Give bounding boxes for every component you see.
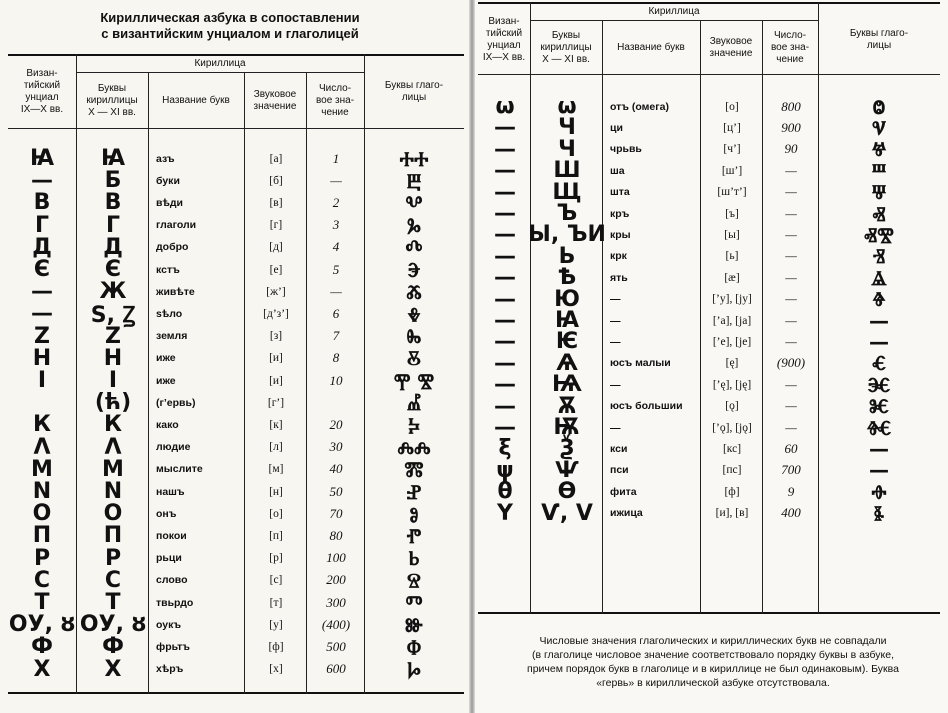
glagolitic-letter-cell: Ⰻ bbox=[407, 346, 421, 371]
glagolitic-letter-cell: Ⰹ Ⰺ bbox=[393, 368, 435, 393]
sound-value-cell: [л] bbox=[269, 441, 283, 454]
glagolitic-letter-cell: ⰀⰀ bbox=[399, 146, 429, 171]
cyrillic-letter-cell: Ѥ bbox=[555, 329, 579, 355]
numeric-value-cell: (400) bbox=[321, 616, 351, 632]
cyrillic-letter-cell: Р bbox=[104, 545, 122, 571]
glagolitic-letter-cell: Ⱖ bbox=[872, 287, 886, 312]
numeric-value-cell: 9 bbox=[787, 483, 795, 499]
byzantine-uncial-cell: В bbox=[33, 190, 51, 216]
cyrillic-letter-cell: Ч bbox=[558, 136, 576, 162]
letter-name-cell: чрьвь bbox=[610, 143, 642, 156]
glagolitic-letter-cell: Ⰷ bbox=[407, 301, 421, 326]
cyrillic-letter-cell: Ъ bbox=[556, 201, 578, 226]
sound-value-cell: [х] bbox=[269, 663, 283, 676]
table-row bbox=[0, 350, 948, 376]
header-cyr-letters: Буквы кириллицы X — XI вв. bbox=[86, 83, 138, 118]
cyrillic-letter-cell: Б bbox=[104, 168, 122, 194]
sound-value-cell: [ш’т’] bbox=[717, 186, 747, 199]
numeric-value-cell: 8 bbox=[332, 350, 340, 366]
cyrillic-letter-cell: Ы, ЪИ bbox=[528, 222, 606, 248]
sound-value-cell: [’ǫ], [jǫ] bbox=[712, 421, 752, 434]
byzantine-uncial-cell: Є bbox=[33, 257, 51, 282]
cyrillic-letter-cell: Ѩ bbox=[552, 372, 582, 398]
table-row bbox=[0, 372, 948, 398]
cyrillic-letter-cell: Ч bbox=[558, 115, 576, 141]
numeric-value-cell: 50 bbox=[329, 483, 343, 499]
letter-name-cell: рьци bbox=[156, 552, 182, 565]
table-row bbox=[0, 329, 948, 355]
letter-name-cell: крк bbox=[610, 250, 627, 263]
numeric-value-cell: 800 bbox=[781, 98, 801, 114]
table-row bbox=[0, 286, 948, 312]
sound-value-cell: [н] bbox=[269, 485, 283, 498]
sound-value-cell: [т] bbox=[269, 596, 283, 609]
byzantine-uncial-cell: Н bbox=[32, 345, 52, 371]
byzantine-uncial-cell: — bbox=[494, 308, 516, 333]
byzantine-uncial-cell: — bbox=[494, 243, 516, 269]
numeric-value-cell: 900 bbox=[781, 119, 801, 135]
glagolitic-letter-cell: Ⱃ bbox=[408, 546, 420, 571]
header-sound-value: Звуковое значение bbox=[253, 89, 297, 112]
numeric-value-cell: — bbox=[785, 205, 797, 221]
letter-name-cell: кръ bbox=[610, 207, 630, 220]
numeric-value-cell: — bbox=[785, 419, 797, 435]
sound-value-cell: [кс] bbox=[722, 442, 742, 455]
letter-name-cell: — bbox=[610, 378, 621, 391]
byzantine-uncial-cell: ω bbox=[495, 94, 515, 119]
cyrillic-letter-cell: Ꙗ bbox=[554, 308, 580, 333]
cyrillic-letter-cell: Є bbox=[104, 257, 122, 282]
glagolitic-letter-cell: Ⰸ bbox=[406, 324, 422, 349]
cyrillic-letter-cell: Т bbox=[105, 590, 121, 615]
numeric-value-cell: 2 bbox=[332, 194, 340, 210]
letter-name-cell: (г’ервь) bbox=[156, 396, 196, 409]
numeric-value-cell: 90 bbox=[784, 141, 798, 157]
byzantine-uncial-cell: N bbox=[32, 479, 52, 504]
table-row bbox=[0, 393, 948, 419]
glagolitic-letter-cell: Ⰲ bbox=[405, 190, 423, 215]
table-row bbox=[0, 136, 948, 162]
cyrillic-letter-cell: Λ bbox=[104, 434, 122, 460]
letter-name-cell: фита bbox=[610, 485, 637, 498]
sound-value-cell: [д] bbox=[269, 241, 283, 254]
glagolitic-letter-cell: Ⱅ bbox=[405, 590, 423, 615]
sound-value-cell: [ф] bbox=[268, 640, 284, 653]
numeric-value-cell: 30 bbox=[329, 439, 343, 455]
glagolitic-letter-cell: Ⱁ bbox=[409, 501, 419, 526]
letter-name-cell: шта bbox=[610, 186, 630, 199]
letter-name-cell: юсъ большии bbox=[610, 400, 683, 413]
byzantine-uncial-cell: Z bbox=[34, 323, 50, 349]
numeric-value-cell: 200 bbox=[326, 572, 346, 588]
byzantine-uncial-cell: К bbox=[33, 412, 51, 438]
header-byzantine: Визан- тийский унциал IX—X вв. bbox=[20, 68, 64, 115]
sound-value-cell: [е] bbox=[269, 263, 283, 276]
numeric-value-cell: (900) bbox=[776, 355, 806, 371]
letter-name-cell: азъ bbox=[156, 152, 175, 165]
numeric-value-cell: 400 bbox=[781, 505, 801, 521]
header-letter-name: Название букв bbox=[617, 42, 685, 53]
sound-value-cell: [a] bbox=[269, 152, 283, 165]
cyrillic-letter-cell: С bbox=[104, 567, 122, 593]
cyrillic-letter-cell: П bbox=[103, 523, 123, 549]
numeric-value-cell: — bbox=[330, 172, 342, 188]
letter-name-cell: како bbox=[156, 418, 179, 431]
byzantine-uncial-cell: ψ bbox=[496, 457, 514, 483]
letter-name-cell: пси bbox=[610, 464, 629, 477]
letter-name-cell: отъ (омега) bbox=[610, 100, 669, 113]
glagolitic-letter-cell: Ⰴ bbox=[405, 235, 423, 260]
byzantine-uncial-cell: — bbox=[494, 265, 516, 291]
numeric-value-cell: — bbox=[785, 226, 797, 242]
glagolitic-letter-cell: Ⰳ bbox=[407, 213, 421, 238]
byzantine-uncial-cell: — bbox=[494, 350, 516, 376]
glagolitic-letter-cell: ⰎⰎ bbox=[397, 435, 431, 460]
byzantine-uncial-cell: — bbox=[494, 329, 516, 355]
numeric-value-cell: 70 bbox=[329, 505, 343, 521]
byzantine-uncial-cell: — bbox=[494, 136, 516, 162]
cyrillic-letter-cell: Z bbox=[105, 323, 121, 349]
table-row bbox=[0, 96, 948, 117]
sound-value-cell: [д’з’] bbox=[263, 307, 289, 320]
letter-name-cell: — bbox=[610, 421, 621, 434]
sound-value-cell: [’а], [jа] bbox=[712, 314, 752, 327]
glagolitic-letter-cell: Ⱉ bbox=[872, 94, 886, 119]
byzantine-uncial-cell: — bbox=[494, 372, 516, 398]
sound-value-cell: [з] bbox=[269, 330, 283, 343]
cyrillic-letter-cell: І bbox=[108, 368, 118, 393]
letter-name-cell: покои bbox=[156, 529, 187, 542]
byzantine-uncial-cell: Λ bbox=[33, 434, 51, 460]
sound-value-cell: [ф] bbox=[724, 485, 740, 498]
numeric-value-cell: 60 bbox=[784, 440, 798, 456]
glagolitic-letter-cell: — bbox=[869, 436, 889, 461]
glagolitic-letter-cell: — bbox=[869, 329, 889, 354]
header-numeric-value: Число- вое зна- чение bbox=[770, 30, 810, 65]
sound-value-cell: [м] bbox=[268, 463, 284, 476]
glagolitic-letter-cell: — bbox=[869, 308, 889, 333]
letter-name-cell: живѣте bbox=[156, 285, 195, 298]
cyrillic-letter-cell: Ф bbox=[102, 634, 124, 660]
page-title: Кириллическая азбука в сопоставлении с византийским унциалом и глаголицей bbox=[100, 10, 360, 41]
sound-value-cell: [ж’] bbox=[266, 285, 286, 298]
numeric-value-cell: 20 bbox=[329, 416, 343, 432]
numeric-value-cell: — bbox=[330, 283, 342, 299]
glagolitic-letter-cell: — bbox=[869, 458, 889, 483]
numeric-value-cell: — bbox=[785, 312, 797, 328]
glagolitic-letter-cell: Ⰿ bbox=[404, 457, 424, 482]
letter-name-cell: земля bbox=[156, 330, 188, 343]
byzantine-uncial-cell: — bbox=[494, 286, 516, 312]
sound-value-cell: [ы] bbox=[724, 228, 740, 241]
sound-value-cell: [о] bbox=[269, 507, 283, 520]
header-glagolitic: Буквы глаго- лицы bbox=[849, 28, 909, 51]
byzantine-uncial-cell: Р bbox=[33, 545, 51, 571]
table-row bbox=[0, 310, 948, 331]
numeric-value-cell: 40 bbox=[329, 461, 343, 477]
letter-name-cell: кстъ bbox=[156, 263, 180, 276]
cyrillic-letter-cell: Ѣ bbox=[557, 265, 577, 291]
sound-value-cell: [в] bbox=[269, 196, 283, 209]
numeric-value-cell: 700 bbox=[781, 462, 801, 478]
letter-name-cell: оукъ bbox=[156, 618, 182, 631]
letter-name-cell: — bbox=[610, 335, 621, 348]
numeric-value-cell: 600 bbox=[326, 661, 346, 677]
header-cyr-letters: Буквы кириллицы X — XI вв. bbox=[540, 30, 592, 65]
table-row bbox=[0, 265, 948, 291]
table-row bbox=[0, 500, 948, 527]
sound-value-cell: [ц’] bbox=[723, 121, 741, 134]
byzantine-uncial-cell: — bbox=[31, 301, 53, 327]
cyrillic-letter-cell: Н bbox=[103, 345, 123, 371]
sound-value-cell: [к] bbox=[269, 418, 283, 431]
cyrillic-letter-cell: ОУ, ȣ bbox=[79, 612, 147, 638]
numeric-value-cell: 500 bbox=[326, 638, 346, 654]
header-byzantine: Визан- тийский унциал IX—X вв. bbox=[482, 16, 526, 63]
letter-name-cell: онъ bbox=[156, 507, 177, 520]
glagolitic-letter-cell: Ⱌ bbox=[871, 115, 887, 140]
sound-value-cell: [ъ] bbox=[725, 207, 739, 220]
byzantine-uncial-cell: Х bbox=[33, 656, 51, 682]
right-header-rule bbox=[478, 74, 940, 75]
byzantine-uncial-cell: θ bbox=[497, 479, 513, 505]
glagolitic-letter-cell: Ⱚ bbox=[871, 479, 887, 504]
cyrillic-letter-cell: Ѱ bbox=[555, 457, 579, 483]
glagolitic-letter-cell: Ⰶ bbox=[406, 279, 422, 304]
glagolitic-letter-cell: Ⰱ bbox=[406, 168, 422, 193]
byzantine-uncial-cell: ξ bbox=[498, 436, 512, 462]
sound-value-cell: [ч’] bbox=[723, 143, 741, 156]
sound-value-cell: [ь] bbox=[725, 250, 739, 263]
sound-value-cell: [о] bbox=[725, 100, 739, 113]
numeric-value-cell: 3 bbox=[332, 217, 340, 233]
letter-name-cell: ша bbox=[610, 164, 625, 177]
numeric-value-cell: — bbox=[785, 333, 797, 349]
numeric-value-cell: 7 bbox=[332, 328, 340, 344]
byzantine-uncial-cell: Т bbox=[34, 590, 50, 615]
byzantine-uncial-cell: Г bbox=[34, 212, 50, 238]
header-kirillitsa: Кириллица bbox=[648, 6, 700, 17]
letter-name-cell: — bbox=[610, 293, 621, 306]
letter-name-cell: кси bbox=[610, 442, 628, 455]
numeric-value-cell: — bbox=[785, 398, 797, 414]
cyrillic-letter-cell: О bbox=[103, 501, 123, 527]
table-row bbox=[0, 612, 948, 638]
cyrillic-letter-cell: Ж bbox=[99, 279, 127, 305]
letter-name-cell: слово bbox=[156, 574, 188, 587]
cyrillic-letter-cell: Ѯ bbox=[559, 436, 575, 462]
glagolitic-letter-cell: Ⱍ bbox=[871, 137, 887, 162]
glagolitic-letter-cell: Ⱀ bbox=[406, 479, 422, 504]
glagolitic-letter-cell: Ⱇ bbox=[406, 634, 422, 659]
header-kirillitsa: Кириллица bbox=[194, 58, 246, 69]
glagolitic-letter-cell: Ⱆ bbox=[405, 612, 423, 637]
letter-name-cell: нашъ bbox=[156, 485, 185, 498]
numeric-value-cell: 300 bbox=[326, 594, 346, 610]
sound-value-cell: [п] bbox=[269, 529, 283, 542]
sound-value-cell: [’у], [jу] bbox=[712, 293, 752, 306]
letter-name-cell: юсъ малыи bbox=[610, 357, 671, 370]
glagolitic-letter-cell: Ⱂ bbox=[406, 523, 422, 548]
byzantine-uncial-cell: Ꙗ bbox=[29, 146, 55, 171]
glagolitic-letter-cell: Ⱙ bbox=[866, 415, 892, 440]
sound-value-cell: [’ę], [ję] bbox=[712, 378, 752, 391]
table-row bbox=[0, 479, 948, 505]
letter-name-cell: вѣди bbox=[156, 196, 183, 209]
header-sound-value: Звуковое значение bbox=[709, 36, 753, 59]
table-row bbox=[0, 456, 948, 483]
glagolitic-letter-cell: Ⱎ bbox=[871, 158, 887, 183]
letter-name-cell: ѕѣло bbox=[156, 307, 183, 320]
sound-value-cell: [у] bbox=[269, 618, 283, 631]
byzantine-uncial-cell: І bbox=[37, 368, 47, 393]
glagolitic-letter-cell: Ⱐ bbox=[872, 244, 886, 269]
glagolitic-letter-cell: ⰟⰊ bbox=[864, 222, 894, 247]
cyrillic-letter-cell: Ꙗ bbox=[100, 146, 126, 171]
sound-value-cell: [и] bbox=[269, 352, 283, 365]
byzantine-uncial-cell: — bbox=[494, 201, 516, 226]
header-glagolitic: Буквы глаго- лицы bbox=[384, 80, 444, 103]
letter-name-cell: людие bbox=[156, 441, 191, 454]
glagolitic-letter-cell: Ⱗ bbox=[867, 372, 891, 397]
cyrillic-letter-cell: Ю bbox=[554, 286, 580, 312]
sound-value-cell: [и], [в] bbox=[715, 507, 749, 520]
glagolitic-letter-cell: Ⱋ bbox=[871, 180, 887, 205]
cyrillic-letter-cell: Ѕ, Ꙁ bbox=[90, 302, 136, 328]
table-row bbox=[0, 417, 948, 438]
cyrillic-letter-cell: Ѧ bbox=[556, 350, 578, 376]
letter-name-cell: иже bbox=[156, 374, 176, 387]
glagolitic-letter-cell: Ⱄ bbox=[407, 568, 421, 593]
cyrillic-letter-cell: Ѵ, V bbox=[541, 500, 593, 526]
letter-name-cell: ижица bbox=[610, 507, 643, 520]
byzantine-uncial-cell: Ф bbox=[31, 634, 53, 660]
glagolitic-letter-cell: Ⱘ bbox=[869, 394, 889, 419]
numeric-value-cell: 5 bbox=[332, 261, 340, 277]
cyrillic-letter-cell: В bbox=[104, 190, 122, 216]
sound-value-cell: [г’] bbox=[267, 396, 285, 409]
letter-name-cell: буки bbox=[156, 174, 180, 187]
header-numeric-value: Число- вое зна- чение bbox=[315, 83, 355, 118]
letter-name-cell: ци bbox=[610, 121, 623, 134]
letter-name-cell: ять bbox=[610, 271, 628, 284]
cyrillic-letter-cell: Ш bbox=[553, 158, 581, 184]
letter-name-cell: мыслите bbox=[156, 463, 203, 476]
sound-value-cell: [с] bbox=[269, 574, 283, 587]
letter-name-cell: глаголи bbox=[156, 219, 197, 232]
glagolitic-letter-cell: Ⰽ bbox=[408, 412, 420, 437]
numeric-value-cell: — bbox=[785, 184, 797, 200]
byzantine-uncial-cell: — bbox=[494, 115, 516, 141]
numeric-value-cell: 80 bbox=[329, 527, 343, 543]
sound-value-cell: [и] bbox=[269, 374, 283, 387]
byzantine-uncial-cell: — bbox=[494, 158, 516, 184]
byzantine-uncial-cell: П bbox=[32, 523, 52, 549]
glagolitic-letter-cell: Ⱈ bbox=[407, 657, 421, 682]
letter-name-cell: иже bbox=[156, 352, 176, 365]
sound-value-cell: [г] bbox=[269, 219, 283, 232]
sound-value-cell: [æ] bbox=[724, 271, 740, 284]
glagolitic-letter-cell: Ⱔ bbox=[871, 351, 887, 376]
cyrillic-letter-cell: Ѫ bbox=[557, 393, 577, 419]
cyrillic-letter-cell: Ь bbox=[558, 243, 576, 269]
cyrillic-letter-cell: Д bbox=[103, 234, 123, 260]
byzantine-uncial-cell: С bbox=[33, 567, 51, 593]
sound-value-cell: [’е], [jе] bbox=[712, 335, 752, 348]
glagolitic-letter-cell: Ⰼ bbox=[406, 390, 422, 415]
cyrillic-letter-cell: ω bbox=[557, 94, 577, 119]
numeric-value-cell: 1 bbox=[332, 150, 340, 166]
sound-value-cell: [ǫ] bbox=[725, 400, 739, 413]
numeric-value-cell: — bbox=[785, 248, 797, 264]
glagolitic-letter-cell: Ⱏ bbox=[872, 201, 886, 226]
table-row bbox=[0, 115, 948, 141]
letter-name-cell: кры bbox=[610, 228, 631, 241]
letter-name-cell: хѣръ bbox=[156, 663, 184, 676]
numeric-value-cell: — bbox=[785, 162, 797, 178]
cyrillic-letter-cell: К bbox=[104, 412, 122, 438]
byzantine-uncial-cell: — bbox=[494, 179, 516, 205]
byzantine-uncial-cell: ОУ, ȣ bbox=[8, 612, 76, 638]
byzantine-uncial-cell: — bbox=[494, 415, 516, 440]
cyrillic-letter-cell: М bbox=[102, 456, 124, 482]
glagolitic-letter-cell: Ⱑ bbox=[871, 265, 887, 290]
table-row bbox=[0, 243, 948, 269]
cyrillic-letter-cell: Г bbox=[105, 212, 121, 238]
cyrillic-letter-cell: Ѭ bbox=[553, 415, 581, 440]
sound-value-cell: [б] bbox=[269, 174, 283, 187]
sound-value-cell: [ę] bbox=[725, 357, 739, 370]
numeric-value-cell: — bbox=[785, 291, 797, 307]
cyrillic-letter-cell: Ѳ bbox=[557, 479, 577, 505]
footnote: Числовые значения глаголических и кириллических букв не совпадали (в глаголице числовое значение соответствовало порядку буквы в азбуке, причем порядок букв в глаголице и в кириллице не был одинаковым). Буква «гервь» в кириллической азбуке отсутствовала. bbox=[527, 635, 899, 689]
table-row bbox=[0, 434, 948, 462]
sound-value-cell: [ш’] bbox=[721, 164, 743, 177]
glagolitic-letter-cell: Ⱛ bbox=[873, 501, 885, 526]
left-group-rule bbox=[76, 72, 364, 73]
byzantine-uncial-cell: — bbox=[494, 393, 516, 419]
letter-name-cell: — bbox=[610, 314, 621, 327]
numeric-value-cell: 10 bbox=[329, 372, 343, 388]
byzantine-uncial-cell: — bbox=[494, 222, 516, 248]
letter-name-cell: твьрдо bbox=[156, 596, 194, 609]
numeric-value-cell: 4 bbox=[332, 239, 340, 255]
sound-value-cell: [пс] bbox=[722, 464, 742, 477]
byzantine-uncial-cell: — bbox=[31, 279, 53, 305]
cyrillic-letter-cell: Щ bbox=[552, 179, 582, 205]
header-letter-name: Название букв bbox=[162, 95, 230, 106]
letter-name-cell: фрьтъ bbox=[156, 640, 190, 653]
byzantine-uncial-cell: М bbox=[31, 456, 53, 482]
cyrillic-letter-cell: (ћ) bbox=[94, 390, 132, 416]
right-group-rule bbox=[530, 20, 818, 21]
sound-value-cell: [р] bbox=[269, 552, 283, 565]
letter-name-cell: добро bbox=[156, 241, 189, 254]
numeric-value-cell: — bbox=[785, 269, 797, 285]
byzantine-uncial-cell: Υ bbox=[497, 500, 513, 526]
table-row bbox=[0, 203, 948, 224]
numeric-value-cell: — bbox=[785, 376, 797, 392]
cyrillic-letter-cell: N bbox=[103, 479, 123, 504]
byzantine-uncial-cell: О bbox=[32, 501, 52, 527]
byzantine-uncial-cell: — bbox=[31, 168, 53, 194]
numeric-value-cell: 6 bbox=[332, 305, 340, 321]
byzantine-uncial-cell: Д bbox=[32, 234, 52, 260]
glagolitic-letter-cell: Ⰵ bbox=[407, 257, 421, 282]
cyrillic-letter-cell: Х bbox=[104, 656, 122, 682]
numeric-value-cell: 100 bbox=[326, 550, 346, 566]
